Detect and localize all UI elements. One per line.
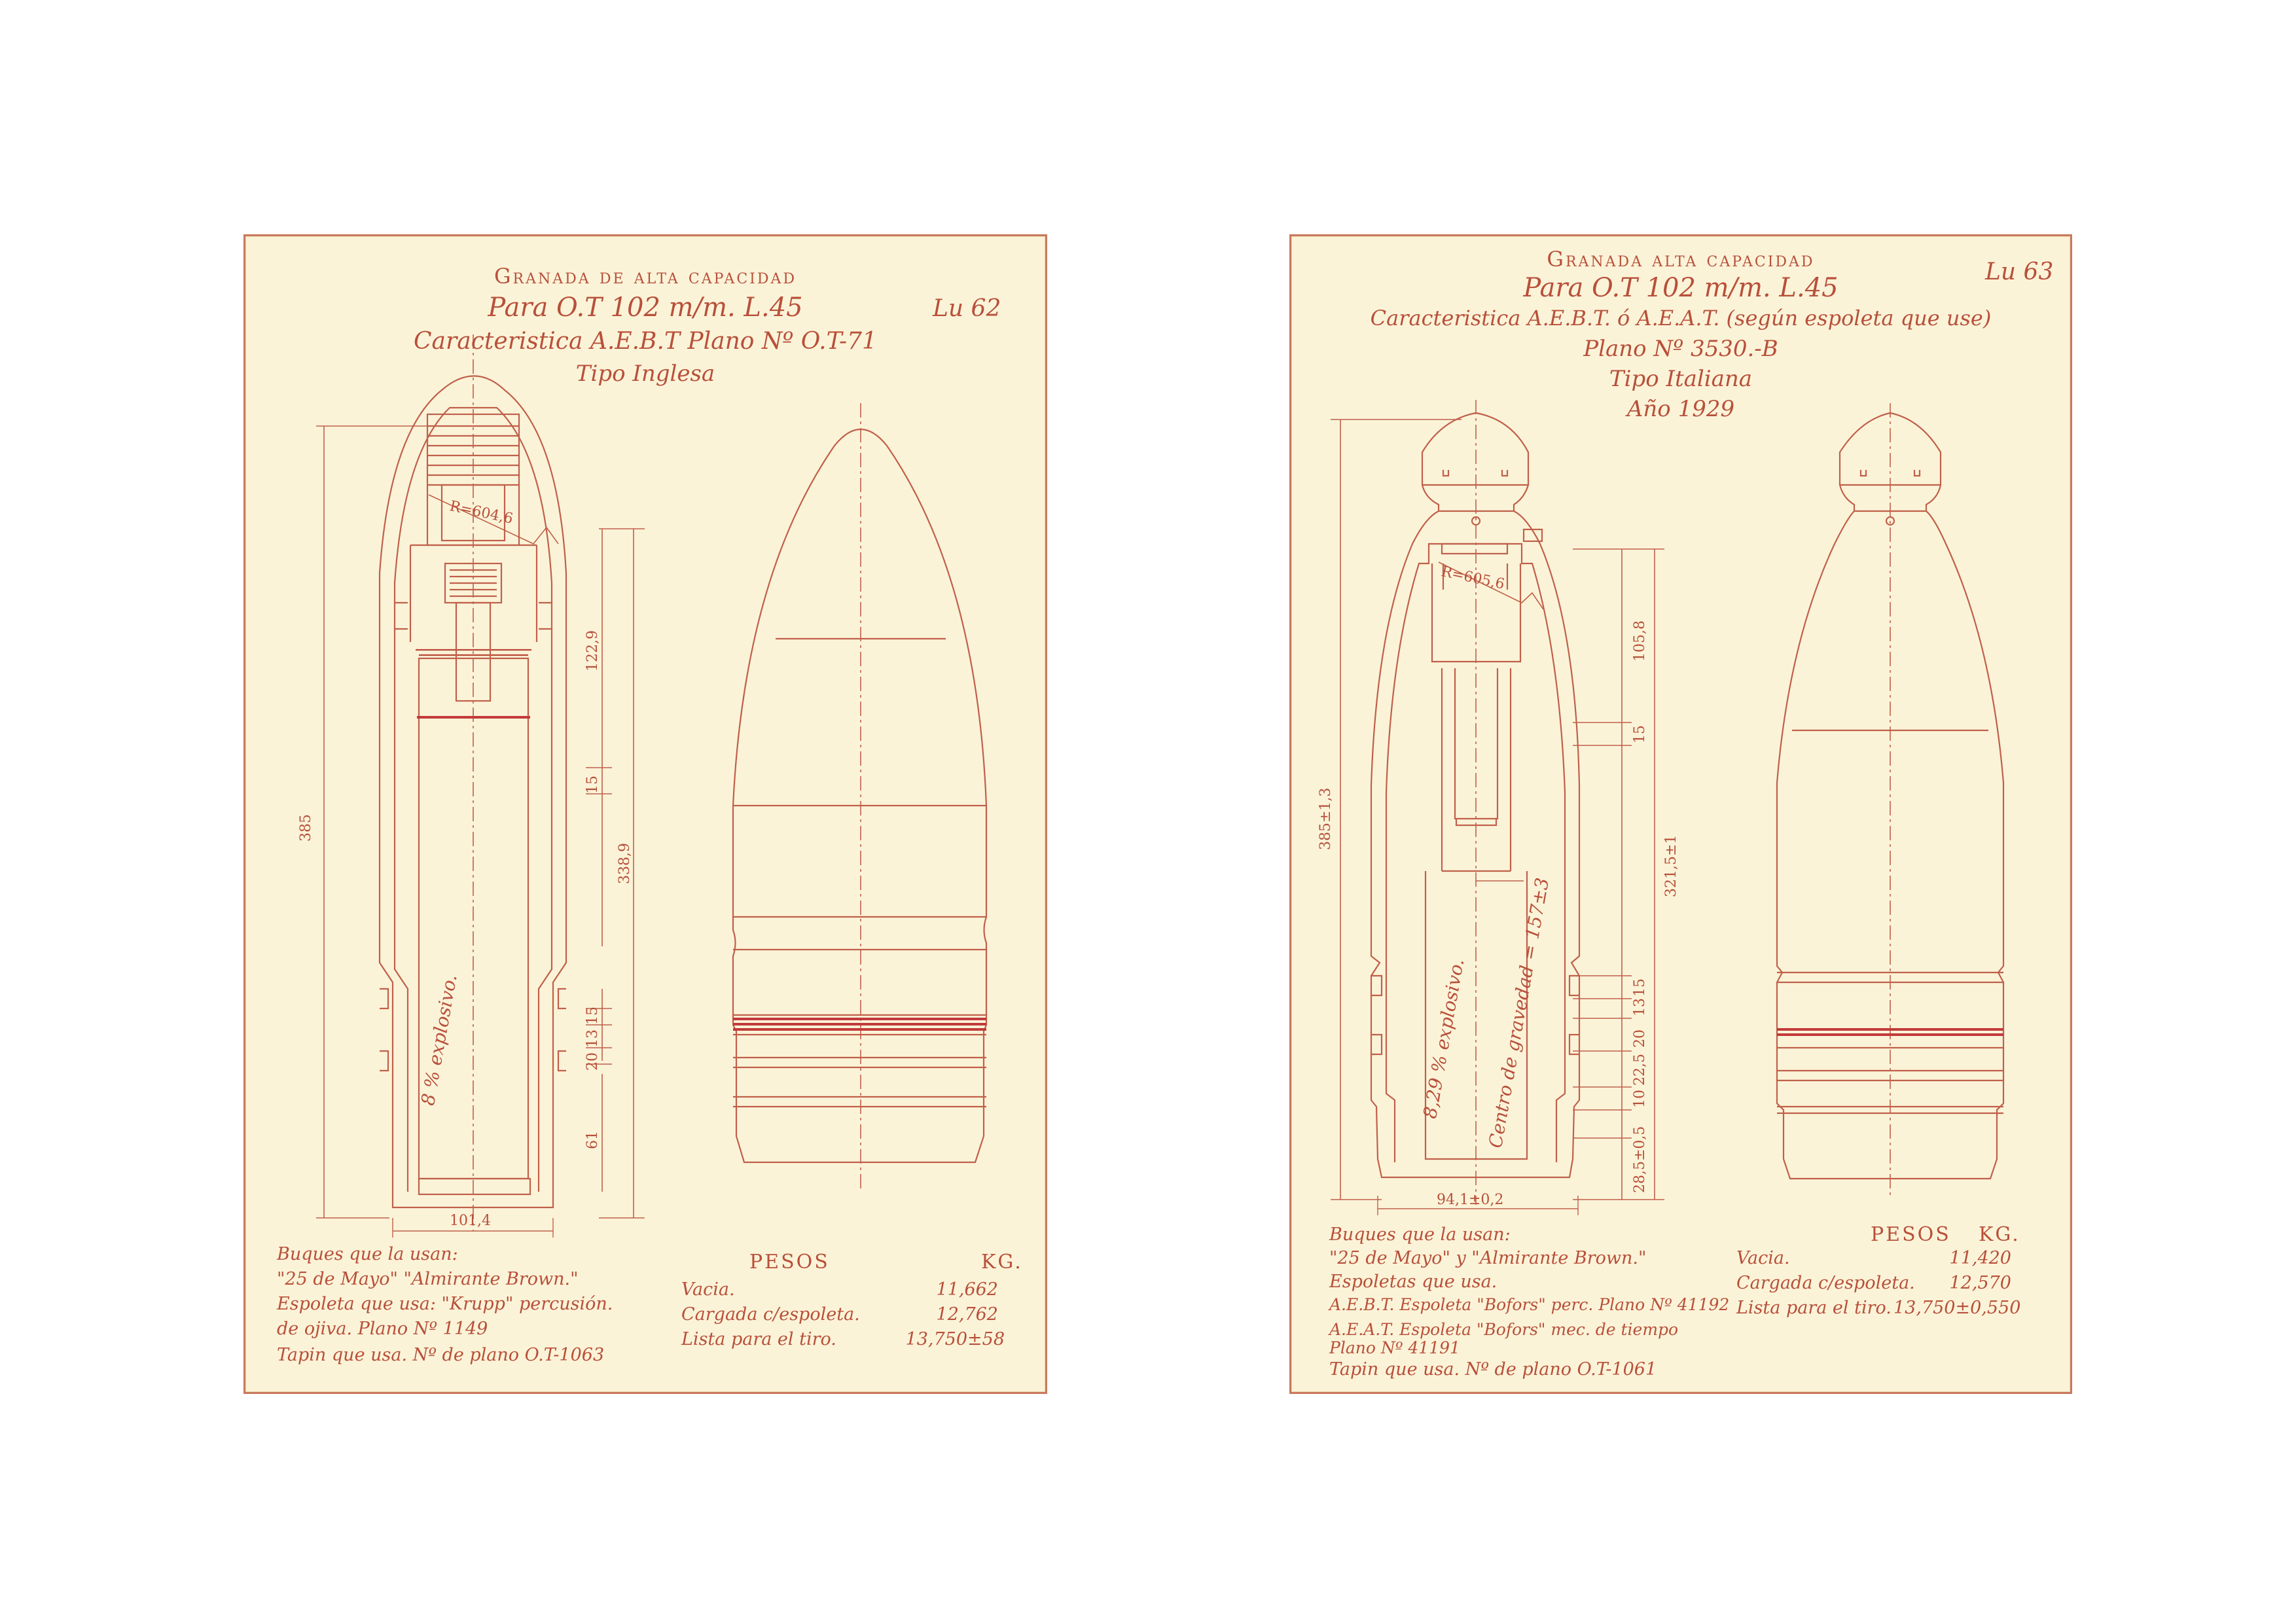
right-weight-value-2: 13,750±0,550 xyxy=(1893,1298,2021,1318)
right-esp3: Plano Nº 41191 xyxy=(1329,1338,1460,1357)
right-dim-radius: R=605,6 xyxy=(1439,563,1506,593)
right-dim-22-5: 22,5 xyxy=(1632,1054,1648,1086)
left-dim-122-9: 122,9 xyxy=(584,630,601,671)
left-weight-value-2: 13,750±58 xyxy=(905,1329,1005,1349)
left-buques: "25 de Mayo" "Almirante Brown." xyxy=(277,1269,579,1289)
right-section-shell xyxy=(1371,413,1579,1177)
right-kg: KG. xyxy=(1979,1223,2020,1246)
right-weight-label-2: Lista para el tiro. xyxy=(1736,1298,1892,1318)
right-dim-13: 13 xyxy=(1632,998,1648,1016)
right-espoletas-label: Espoletas que usa. xyxy=(1329,1272,1498,1292)
right-dim-385: 385±1,3 xyxy=(1318,787,1334,850)
right-buques-label: Buques que la usan: xyxy=(1329,1224,1511,1245)
left-title: Granada de alta capacidad xyxy=(493,264,797,289)
left-dim-338-9: 338,9 xyxy=(617,843,633,884)
left-weight-value-1: 12,762 xyxy=(936,1304,998,1325)
right-line4: Plano Nº 3530.-B xyxy=(1583,336,1778,362)
left-line3: Caracteristica A.E.B.T Plano Nº O.T-71 xyxy=(414,328,877,355)
right-center-gravity: Centro de gravedad = 157±3 xyxy=(1484,876,1554,1150)
left-drawing xyxy=(245,236,1045,1392)
right-sheet-ref: Lu 63 xyxy=(1985,259,2054,285)
right-title: Granada alta capacidad xyxy=(1547,247,1815,272)
left-kg: KG. xyxy=(981,1251,1023,1274)
right-line6: Año 1929 xyxy=(1626,396,1735,422)
left-weight-label-1: Cargada c/espoleta. xyxy=(681,1304,860,1325)
left-line2: Para O.T 102 m/m. L.45 xyxy=(488,293,803,323)
left-dim-101-4: 101,4 xyxy=(450,1213,491,1229)
left-espoleta2: de ojiva. Plano Nº 1149 xyxy=(277,1319,488,1339)
left-line4: Tipo Inglesa xyxy=(575,361,715,387)
left-sheet-ref: Lu 62 xyxy=(933,295,1001,322)
right-weight-label-1: Cargada c/espoleta. xyxy=(1736,1273,1915,1293)
left-dim-15b: 15 xyxy=(584,1007,601,1025)
left-tapin: Tapin que usa. Nº de plano O.T-1063 xyxy=(277,1345,605,1365)
left-pesos-title: PESOS xyxy=(749,1251,830,1274)
left-espoleta: Espoleta que usa: "Krupp" percusión. xyxy=(277,1294,613,1314)
sheet-left xyxy=(243,234,1047,1394)
left-weight-label-2: Lista para el tiro. xyxy=(681,1329,836,1349)
right-weight-label-0: Vacia. xyxy=(1736,1248,1790,1268)
right-line5: Tipo Italiana xyxy=(1609,366,1753,392)
left-dim-20: 20 xyxy=(584,1052,601,1071)
left-weight-label-0: Vacia. xyxy=(681,1279,735,1300)
left-dim-61: 61 xyxy=(584,1131,601,1149)
right-tapin: Tapin que usa. Nº de plano O.T-1061 xyxy=(1329,1359,1657,1380)
left-exterior-shell xyxy=(733,429,986,1162)
left-dim-13: 13 xyxy=(584,1029,601,1048)
right-esp2: A.E.A.T. Espoleta "Bofors" mec. de tiempo xyxy=(1329,1320,1679,1339)
left-dim-15a: 15 xyxy=(584,776,601,794)
left-weight-value-0: 11,662 xyxy=(936,1279,998,1300)
right-line3: Caracteristica A.E.B.T. ó A.E.A.T. (según espoleta que use) xyxy=(1370,306,1992,330)
right-dim-15a: 15 xyxy=(1632,725,1648,743)
right-dim-321: 321,5±1 xyxy=(1663,834,1679,897)
right-dim-20: 20 xyxy=(1632,1029,1648,1048)
left-dim-radius: R=604,6 xyxy=(448,498,514,527)
right-dim-28: 28,5±0,5 xyxy=(1632,1126,1648,1193)
right-esp1: A.E.B.T. Espoleta "Bofors" perc. Plano Nº 41192 xyxy=(1329,1295,1730,1314)
right-dim-94: 94,1±0,2 xyxy=(1437,1192,1504,1208)
right-line2: Para O.T 102 m/m. L.45 xyxy=(1523,273,1839,303)
right-dim-15b: 15 xyxy=(1632,978,1648,997)
sheet-right xyxy=(1289,234,2072,1394)
right-pesos-title: PESOS xyxy=(1871,1223,1951,1246)
right-weight-value-0: 11,420 xyxy=(1949,1248,2011,1268)
right-explosive: 8,29 % explosivo. xyxy=(1419,957,1469,1120)
right-buques: "25 de Mayo" y "Almirante Brown." xyxy=(1329,1248,1647,1268)
right-dim-10: 10 xyxy=(1632,1090,1648,1108)
right-dim-105-8: 105,8 xyxy=(1632,620,1648,662)
left-explosive: 8 % explosivo. xyxy=(417,972,461,1107)
left-buques-label: Buques que la usan: xyxy=(277,1244,458,1264)
right-weight-value-1: 12,570 xyxy=(1949,1273,2011,1293)
left-dim-385: 385 xyxy=(298,814,314,842)
